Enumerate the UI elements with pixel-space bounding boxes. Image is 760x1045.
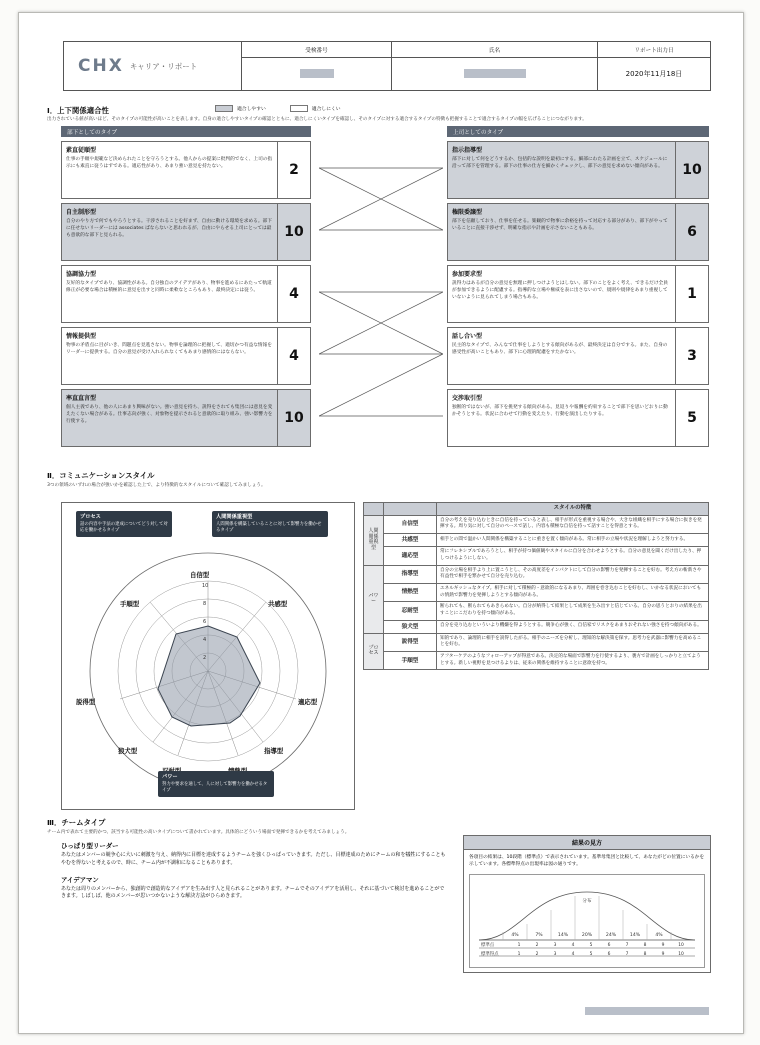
field-output-date [598,42,710,90]
team-type-body-1: あなたは周りのメンバーから、独創的で創造的なアイデアを生み出す人と見られることがあります。チームでそのアイデアを活用し、それに基づいて検討を進めることができます。しばしば、他のメンバーが思いつかないような解決方法がひらめきます。 [61,885,445,900]
style-group-power: パワー [364,565,384,633]
style-row-5 [364,602,709,620]
left-type-name-0: 素直従順型 [66,147,97,154]
left-type-card-4 [61,389,311,447]
style-name-6: 狼犬型 [384,620,437,633]
right-type-body-0: 部下に対して何をどうするか、包括的な説明を最初にする。細部にわたる計画を立て、スケジュールに沿って部下を管理する。部下の仕事の仕方を細かくチェックし、部下の意見を求めない傾向がある。 [452,157,668,170]
svg-text:6: 6 [607,952,611,958]
svg-text:7: 7 [625,952,629,958]
svg-text:手順型: 手順型 [120,600,140,608]
style-row-4 [364,583,709,601]
section2-title: Ⅱ．コミュニケーションスタイル [47,471,155,480]
svg-text:4: 4 [203,637,207,643]
field-exam-number-label: 受検番号 [242,42,391,58]
radar-tag-process-body: 話の内容や手法の達成についてどう対して対応を働かせるタイプ [80,522,168,533]
style-row-3 [364,565,709,583]
svg-text:8: 8 [643,943,647,949]
style-table-header-group [364,503,384,516]
section2-note: 3つの領域のいずれの場合が強いかを確認した上で、より特徴的なスタイルについて確認してみましょう。 [47,483,266,488]
radar-tag-relationship-body: 人間関係を構築していることに対して影響力を働かせるタイプ [216,522,322,533]
section3-title: Ⅲ．チームタイプ [47,818,106,827]
svg-text:分布: 分布 [582,899,592,905]
style-table-header-desc: スタイルの特徴 [437,503,709,516]
style-feature-table [363,502,709,670]
right-type-score-2: 1 [675,266,708,322]
svg-text:適応型: 適応型 [298,698,318,706]
style-name-3: 指導型 [384,565,437,583]
right-type-card-2 [447,265,709,323]
normal-distribution-chart [469,874,705,968]
style-desc-5: 断られても、断られてもあきらめない。自分が納得して結果として成果を生み出すと信じている。自分の思うとおりの結果を出すことにこだわりを持つ傾向がある。 [437,602,709,620]
style-desc-7: 知的であり、論理的に相手を説得したがる。相手のニーズを分析し、理知的な解決策を探す。思考力を武器に影響力を高めることを好む。 [437,633,709,651]
right-type-score-1: 6 [675,204,708,260]
style-row-7 [364,633,709,651]
radar-tag-power-title: パワー [162,774,178,780]
style-group-relationship: 人間関係重視型 [364,515,384,565]
svg-text:10: 10 [678,943,684,949]
field-exam-number [242,42,392,90]
svg-text:4%: 4% [511,933,519,939]
brand-logo [64,42,242,90]
right-type-body-2: 説得力はあるが自分の意見を無理に押しつけようとはしない。部下のことをよく考え、できるだけ全員が参加できるように配慮する。指導的な立場や権威を表に出さないので、規則や規律をあまり重視していないように見られてしまう場合もある。 [452,281,668,301]
left-type-card-1 [61,203,311,261]
svg-text:6: 6 [607,943,611,949]
svg-text:10: 10 [678,952,684,958]
left-type-card-2 [61,265,311,323]
left-type-score-1: 10 [277,204,310,260]
section1-title: Ⅰ．上下関係適合性 [47,106,109,115]
left-type-name-3: 情報提供型 [66,333,97,340]
style-desc-3: 自分の立場を相手より上に置こうとし、その高度差をインパクトにして自分の影響力を発揮することを好む。考え方の斬新さや有益性で相手を繁かせて自分を売り込む。 [437,565,709,583]
brand-subtitle: キャリア・リポート [129,61,198,71]
svg-text:標準点: 標準点 [481,943,495,949]
left-type-score-2: 4 [277,266,310,322]
radar-tag-process [76,511,172,537]
left-type-body-4: 個人主義であり、他の人にあまり興味がない。強い意見を持ち、説得をされても集団には意見を変えたくない場合がある。仕事志向が強く、対象物を提示されると意欲的に取り組み、強い影響力を行使する。 [66,405,273,425]
svg-text:8: 8 [203,601,207,607]
style-name-0: 自信型 [384,515,437,533]
communication-radar-chart [61,502,355,810]
field-output-date-label: リポート出力日 [598,42,710,58]
legend-label-nofit: 適合しにくい [311,107,341,112]
left-column-header: 部下としてのタイプ [61,126,311,137]
right-type-card-0 [447,141,709,199]
right-type-body-4: 独断的ではないが、部下を挑発する傾向がある。見返りや報酬を約束することで部下を思いどおりに動かそうとする。状況に合わせて行動を変えたり、行動を演出したりする。 [452,405,668,418]
legend-swatch-fit [215,105,233,112]
svg-text:4%: 4% [655,933,663,939]
svg-text:1: 1 [517,952,521,958]
right-type-body-1: 部下を信頼しており、仕事を任せる。楽観的で物事に余裕を持って対応する部分があり、部下がやっていることに直接干渉せず、明確な指示や計画を示さないこともある。 [452,219,668,232]
field-exam-number-value [300,69,334,78]
svg-text:自信型: 自信型 [190,571,210,579]
svg-text:5: 5 [589,943,593,949]
svg-text:9: 9 [661,952,665,958]
radar-tag-power-body: 努力や要求を通して、人に対して影響力を働かせるタイプ [162,782,268,793]
style-row-0 [364,515,709,533]
footer-redacted-bar [585,1007,709,1015]
team-type-title-1: アイデアマン [61,875,99,884]
svg-text:5: 5 [589,952,593,958]
radar-tag-relationship-title: 人間関係重視型 [216,514,253,520]
relationship-connector-lines [319,139,443,453]
left-type-score-0: 2 [277,142,310,198]
style-desc-2: 常にフレキシブルであろうとし、相手が持つ価値観やスタイルに自分を合わせようとする。自分の意見を聞くだけ出したり、押しつけるようにしない。 [437,547,709,565]
svg-text:1: 1 [517,943,521,949]
result-guide-title: 結果の見方 [464,836,710,850]
right-type-name-3: 話し合い型 [452,333,483,340]
svg-text:4: 4 [571,943,575,949]
left-type-score-3: 4 [277,328,310,384]
legend-swatch-nofit [290,105,308,112]
style-desc-4: エネルギッシュなタイプ。相手に対して積極的・意欲的になるあまり、周囲を巻き込むことを好むし、いかなる状況においてもの情熱で影響力を発揮しようとする傾向がある。 [437,583,709,601]
radar-tag-process-title: プロセス [80,514,101,520]
right-type-card-3 [447,327,709,385]
right-column-header: 上司としてのタイプ [447,126,709,137]
team-type-title-0: ひっぱり型リーダー [61,842,119,850]
field-name-value [464,69,526,78]
field-name [392,42,598,90]
section1-legend [215,105,341,112]
radar-tag-relationship [212,511,328,537]
svg-text:3: 3 [553,943,557,949]
svg-text:説得型: 説得型 [76,698,96,706]
style-name-7: 説得型 [384,633,437,651]
style-name-4: 情熱型 [384,583,437,601]
svg-text:14%: 14% [557,933,569,939]
style-desc-8: アフターケアのようなフォローアップが得意である。決定的な場面で影響力を行使するより、裏方で計画をしっかりと立てようとする。新しい視野を見つけるよりは、従来の関係を維持することに意欲を持つ。 [437,651,709,669]
svg-text:狼犬型: 狼犬型 [118,747,138,755]
left-type-name-2: 協調協力型 [66,271,97,278]
svg-text:10: 10 [202,583,209,589]
left-type-name-4: 率直直言型 [66,395,97,402]
right-type-body-3: 民主的なタイプで、みんなで仕事をしようとする傾向があるが、最終決定は自分でする。また、自身の感受性が高いこともあり、部下に心理的配慮をすたかない。 [452,343,668,356]
svg-text:24%: 24% [605,933,617,939]
svg-text:7%: 7% [535,933,543,939]
right-type-card-1 [447,203,709,261]
style-name-5: 忍耐型 [384,602,437,620]
right-type-card-4 [447,389,709,447]
right-type-score-0: 10 [675,142,708,198]
brand-name: CHX [78,56,124,76]
svg-text:標準得点: 標準得点 [481,952,499,958]
report-sheet [18,12,744,1034]
svg-text:共感型: 共感型 [268,600,288,608]
team-type-list [61,841,449,908]
svg-text:6: 6 [203,619,207,625]
svg-text:2: 2 [535,952,539,958]
right-type-score-3: 3 [675,328,708,384]
left-type-name-1: 自主制形型 [66,209,97,216]
svg-text:20%: 20% [581,933,593,939]
result-guide-box [463,835,711,973]
style-group-process: プロセス [364,633,384,670]
field-output-date-value: 2020年11月18日 [625,69,683,78]
svg-text:2: 2 [203,655,207,661]
style-row-1 [364,534,709,547]
legend-label-fit: 適合しやすい [237,107,266,112]
right-type-name-4: 交渉取引型 [452,395,483,402]
team-type-body-0: あなたはメンバーの競争心に大いに刺激を与え、納得内に目標を達成するようチームを強くひっぱっていきます。ただし、目標達成のためにチームの和を犠牲にすることもやむを得ないと考えるので、時に、チーム内が不調和になることもあります。 [61,852,446,866]
left-type-card-0 [61,141,311,199]
svg-text:3: 3 [553,952,557,958]
svg-text:7: 7 [625,943,629,949]
svg-text:8: 8 [643,952,647,958]
style-desc-6: 自分を売り込むといういより機嫌を得ようとする。競争心が強く、自信家でリスクをあまりおそれない強さを持つ傾向がある。 [437,620,709,633]
radar-tag-power [158,771,274,797]
style-name-2: 適応型 [384,547,437,565]
section1-note: 出力されている値が高いほど、そのタイプの可能性が高いことを表します。自身の適合しやすいタイプの確認とともに、適合しにくいタイプを確認し、そのタイプに対する適合するタイプの特徴も把握することで適合するタイプの幅を広げることにつながります。 [47,117,587,122]
right-type-score-4: 5 [675,390,708,446]
left-type-body-1: 自分のやり方で何でもやろうとする。干渉されることを好まず、自由に動ける環境を求める。部下に任せないリーダーには associates ばならないと思われるが、自由にやらせる上司にとっては最も意欲的な部下と見られる。 [66,219,272,239]
style-row-8 [364,651,709,669]
result-guide-body: 各項目の結果は、10段階（標準点）で表示されています。基準母集団と比較して、あなたがどの位置にいるかを示しています。各標準得点の出現率は図の通りです。 [469,855,705,868]
svg-text:14%: 14% [629,933,641,939]
left-type-score-4: 10 [277,390,310,446]
svg-text:2: 2 [535,943,539,949]
report-header [63,41,711,91]
style-desc-1: 相手との間で温かい人間関係を構築することに重きを置く傾向がある。常に相手の立場や状況を理解しようと努力する。 [437,534,709,547]
right-type-name-0: 指示指導型 [452,147,483,154]
right-type-name-2: 参加要求型 [452,271,483,278]
style-row-2 [364,547,709,565]
svg-text:指導型: 指導型 [264,747,284,755]
left-type-body-0: 仕事の手順や規範など決められたことを守ろうとする。他人からの提案に批判的でなく、上司の指示にも素直に従うはずである。適応性があり、あまり強い意見を持たない。 [66,157,273,170]
style-name-8: 手順型 [384,651,437,669]
section3-note: チーム内で表れて主要的かつ、該当する可能性の高いタイプについて書かれています。具体的にどういう場面で発揮できるかを考えてみましょう。 [47,830,350,835]
left-type-card-3 [61,327,311,385]
svg-text:4: 4 [571,952,575,958]
style-desc-0: 自分の考えを売り込むときに自信を持っていると表し、相手が形式を重視する場合や、大きな組織を相手にする場合に抜きを発揮する。周り気に対して自分のペースで話し、内容も積極な自信を持って話すことを得意とする。 [437,515,709,533]
left-type-body-3: 物事の矛盾点に目がいき、問題点を見逃さない。物事を論理的に把握して、適切かつ有益な情報をリーダーに提供する。自分の意見が受け入れられなくてもあまり感情的にはならない。 [66,343,272,356]
style-table-header-name [384,503,437,516]
field-name-label: 氏名 [392,42,597,58]
right-type-name-1: 権限委譲型 [452,209,483,216]
svg-text:9: 9 [661,943,665,949]
left-type-body-2: 友好的なタイプであり、協調性がある。自分独自のアイデアがあり、物事を進めるにあたって軌道修正が必要な場合は積極的に意見を出すと同時に柔軟なところもあり、最終決定には従う。 [66,281,272,294]
style-name-1: 共感型 [384,534,437,547]
style-row-6 [364,620,709,633]
